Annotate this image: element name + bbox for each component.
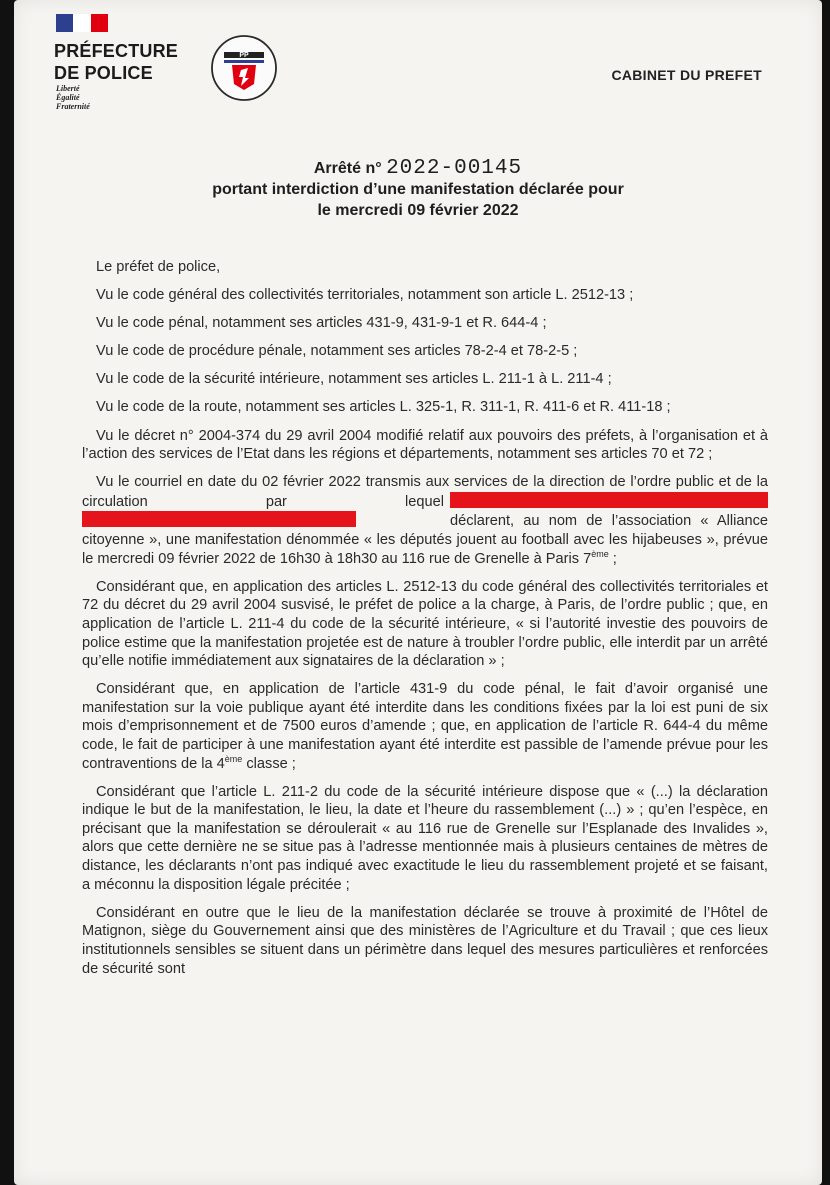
- superscript-eme: ème: [591, 548, 609, 559]
- paragraph-considerant-sanctions: [82, 680, 768, 773]
- arrete-heading: [14, 158, 822, 221]
- paragraph-vu-decret: Vu le décret n° 2004-374 du 29 avril 2004 modifié relatif aux pouvoirs des préfets, à l’organisation et à l’action des services de l’Etat dans les régions et départements, notamment ses articles 70 et 72 ;: [82, 427, 768, 463]
- sanctions-text-end: classe ;: [242, 755, 296, 772]
- courriel-text-end: déclarent, au nom de l’association « Alliance citoyenne », une manifestation dénommée « les députés jouent au football avec les hijabeuses », prévue le mercredi 09 février 2022 de 16h30 à 18h30 au 116 rue de Grenelle à Paris 7: [82, 513, 768, 567]
- paragraph-prefet: Le préfet de police,: [96, 259, 221, 275]
- arrete-subject-line-2: le mercredi 09 février 2022: [317, 202, 519, 219]
- arrete-label: Arrêté n°: [313, 160, 382, 177]
- paragraph-vu-courriel: [82, 473, 768, 568]
- motto-fraternite: Fraternité: [56, 102, 90, 111]
- courriel-text-tail: ;: [608, 550, 617, 567]
- prefecture-police-emblem-icon: [210, 34, 278, 102]
- paragraph-vu-code-route: Vu le code de la route, notamment ses articles L. 325-1, R. 311-1, R. 411-6 et R. 411-18 ;: [96, 399, 671, 416]
- paragraph-considerant-matignon: Considérant en outre que le lieu de la manifestation déclarée se trouve à proximité de l’Hôtel de Matignon, siège du Gouvernement ainsi que des ministères de l’Agriculture et du Travail ; que ces lieux institutionnels sensibles se situent dans un périmètre dans lequel des mesures particulières et renforcées de sécurité sont: [82, 904, 768, 977]
- org-line-2: DE POLICE: [54, 63, 153, 83]
- arrete-number: 2022-00145: [386, 157, 523, 180]
- paragraph-vu-securite-interieure: Vu le code de la sécurité intérieure, notamment ses articles L. 211-1 à L. 211-4 ;: [96, 371, 612, 388]
- paragraph-considerant-declaration: Considérant que l’article L. 211-2 du code de la sécurité intérieure dispose que « (...) la déclaration indique le but de la manifestation, le lieu, la date et l’heure du rassemblement (...) » ; qu’en l’espèce, en précisant que la manifestation se déroulerait « au 116 rue de Grenelle sur l’Esplanade des Invalides », alors que cette dernière ne se situe pas à l’adresse mentionnée mais à plusieurs centaines de mètres de distance, les déclarants n’ont pas indiqué avec exactitude le lieu du rassemblement projeté et se faisant, a méconnu la disposition légale précitée ;: [82, 783, 768, 893]
- paragraph-vu-cgct: Vu le code général des collectivités territoriales, notamment son article L. 2512-13 ;: [96, 287, 634, 304]
- paragraph-considerant-ordre-public: Considérant que, en application des articles L. 2512-13 du code général des collectivités territoriales et 72 du décret du 29 avril 2004 susvisé, le préfet de police a la charge, à Paris, de l’ordre public ; que, en application de l’article L. 211-4 du code de la sécurité intérieure, « si l’autorité investie des pouvoirs de police estime que la manifestation projetée est de nature à troubler l’ordre public, elle interdit par un arrêté qu’elle notifie immédiatement aux signataires de la déclaration » ;: [82, 578, 768, 670]
- superscript-eme: ème: [224, 753, 243, 764]
- emblem-text: PP: [239, 52, 249, 59]
- motto-liberte: Liberté: [56, 84, 80, 93]
- document-page: [14, 0, 822, 1185]
- sanctions-text: Considérant que, en application de l’article 431-9 du code pénal, le fait d’avoir organisé une manifestation sur la voie publique ayant été interdite dans les conditions fixées par la loi est puni de six mois d’emprisonnement et de 7500 euros d’amende ; que, en application de l’article R. 644-4 du même code, le fait de participer à une manifestation ayant été interdite est passible de l’amende prévue pour les contraventions de la 4: [82, 681, 768, 772]
- redaction-bar: [450, 492, 768, 508]
- org-line-1: PRÉFECTURE: [54, 41, 179, 61]
- motto-egalite: Égalité: [56, 93, 80, 102]
- prefecture-logo-text: [54, 40, 178, 84]
- courriel-text-start: Vu le courriel en date du 02 février 2022 transmis aux services de la direction de l’ordre public et de la circulation par lequel: [82, 474, 768, 510]
- arrete-number-line: [14, 158, 822, 179]
- cabinet-label: CABINET DU PREFET: [611, 67, 762, 83]
- republic-motto: [56, 84, 90, 111]
- redaction-bar: [82, 511, 356, 527]
- document-body: [82, 258, 768, 988]
- arrete-subject-line-1: portant interdiction d’une manifestation déclarée pour: [212, 181, 624, 198]
- marianne-flag-icon: [56, 14, 108, 32]
- paragraph-vu-procedure-penale: Vu le code de procédure pénale, notamment ses articles 78-2-4 et 78-2-5 ;: [96, 343, 578, 360]
- paragraph-vu-code-penal: Vu le code pénal, notamment ses articles 431-9, 431-9-1 et R. 644-4 ;: [96, 315, 547, 332]
